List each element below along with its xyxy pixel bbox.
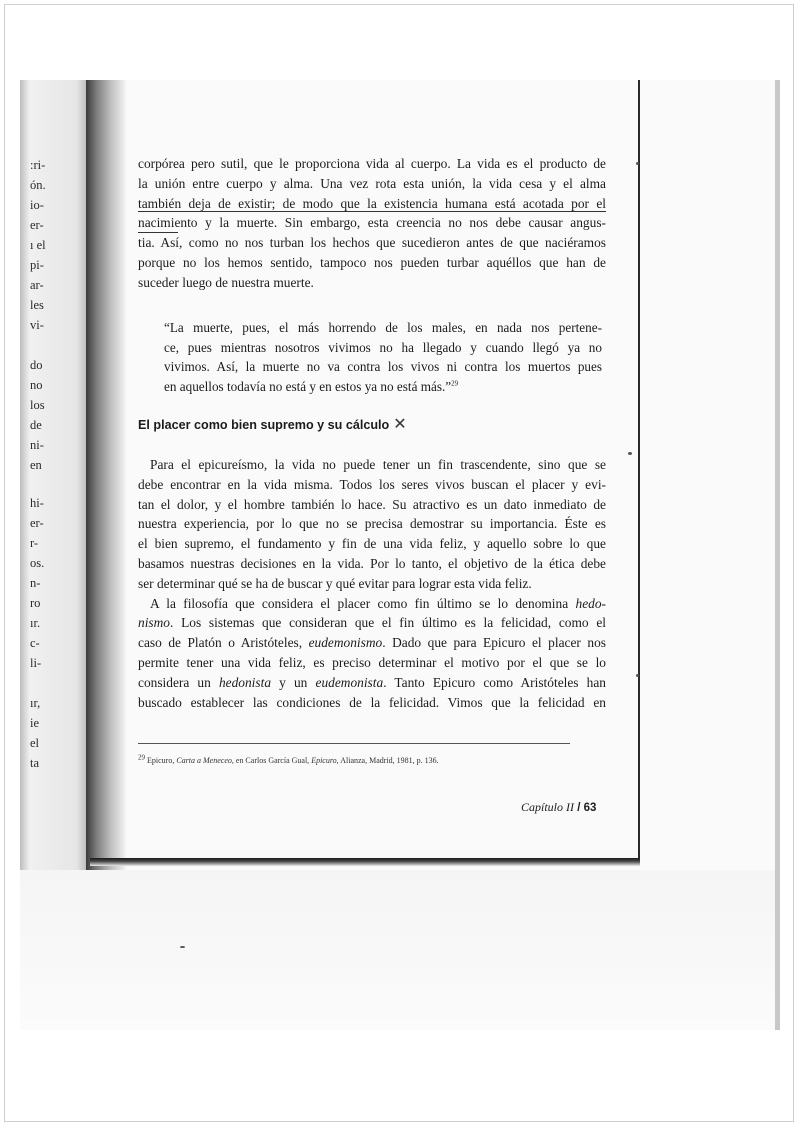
text-line: permite tener una vida feliz, es preciso determinar el motivo por el que se lo [138, 654, 606, 670]
margin-fragment: er- [30, 516, 44, 530]
margin-fragment: ır, [30, 696, 41, 710]
text-line: el bien supremo, el fundamento y fin de una vida feliz, y aquello sobre lo que [138, 536, 606, 552]
text-line [138, 633, 606, 653]
text-line: la unión entre cuerpo y alma. Una vez rota esta unión, la vida cesa y el alma [138, 175, 606, 191]
scan-right-edge [775, 80, 780, 1030]
margin-fragment: les [30, 298, 44, 312]
margin-fragment: de [30, 418, 42, 432]
margin-fragment: hi- [30, 496, 44, 510]
text-line [138, 594, 606, 614]
margin-fragment: r- [30, 536, 39, 550]
italic-term: nismo [138, 615, 170, 631]
margin-fragment: ı el [30, 238, 46, 252]
text-line: corpórea pero sutil, que le proporciona vida al cuerpo. La vida es el producto de [138, 156, 606, 171]
text-line [138, 673, 606, 693]
italic-term: hedo- [575, 595, 606, 611]
text-line: basamos nuestras decisiones en la vida. Por lo tanto, el objetivo de la ética debe [138, 555, 606, 571]
scan-speck [180, 946, 185, 948]
margin-fragment: ie [30, 716, 40, 730]
margin-fragment: ro [30, 596, 41, 610]
margin-fragment: io- [30, 198, 44, 212]
page-right-edge [638, 80, 640, 865]
margin-fragment: er- [30, 218, 44, 232]
text-line: debe encontrar en la vida misma. Todos los seres vivos buscan el placer y evi- [138, 476, 606, 492]
margin-fragment: en [30, 458, 42, 472]
text-line: Para el epicureísmo, la vida no puede tener un fin trascendente, sino que se [150, 457, 606, 472]
italic-term: hedonista [218, 674, 272, 690]
text-line: también deja de existir; de modo que la existencia humana está acotada por el [138, 195, 606, 211]
text-line [138, 613, 606, 633]
text-run: . Los sistemas que consideran que el fin último es la felicidad, como el [170, 615, 606, 631]
scan-speck [636, 674, 639, 677]
footnote-title: Carta a Meneceo [176, 756, 232, 765]
text-run: caso de Platón o Aristóteles, [138, 635, 309, 651]
folio-separator: / [574, 802, 584, 814]
margin-fragment: ón. [30, 178, 46, 192]
text-line: tia. Así, como no nos turban los hechos que sucedieron antes de que naciéramos [138, 235, 606, 251]
scan-lower-band [20, 870, 780, 1030]
margin-fragment: los [30, 398, 45, 412]
footnote-number: 29 [138, 753, 145, 762]
text-run: . Tanto Epicuro como Aristóteles han [383, 674, 606, 690]
text-line: porque no los hemos sentido, tampoco nos pueden turbar aquéllos que han de [138, 254, 606, 270]
quote-line: ce, pues mientras nosotros vivimos no ha llegado y cuando llegó ya no [164, 339, 602, 355]
text-line: ser determinar qué se ha de buscar y qué evitar para lograr esta vida feliz. [138, 575, 532, 591]
text-line: nacimiento y la muerte. Sin embargo, esta creencia no nos debe causar angus- [138, 215, 606, 231]
margin-fragment: do [30, 358, 43, 372]
page-number: 63 [583, 802, 597, 814]
text-line: tan el dolor, y el hombre también lo hace. Su atractivo es un dato inmediato de [138, 496, 606, 512]
handwritten-cross-mark: ✕ [393, 416, 407, 433]
margin-fragment: c- [30, 636, 40, 650]
page-folio [521, 800, 596, 815]
body-text-2 [138, 455, 606, 712]
pencil-underline [138, 232, 178, 233]
footnote-text: Epicuro, [145, 756, 177, 765]
footnote-text: , Alianza, Madrid, 1981, p. 136. [336, 756, 439, 765]
text-run: . Dado que para Epicuro el placer nos [382, 635, 606, 651]
footnote-rule [138, 743, 570, 744]
text-line: nuestra experiencia, por lo que no se precisa demostrar su importancia. Éste es [138, 516, 606, 532]
margin-fragment: no [30, 378, 43, 392]
italic-term: eudemonista [315, 674, 384, 690]
margin-fragment: pi- [30, 258, 44, 272]
margin-fragment: el [30, 736, 40, 750]
text-line: suceder luego de nuestra muerte. [138, 274, 314, 290]
footnote-text: , en Carlos García Gual, [231, 756, 312, 765]
margin-fragment: ta [30, 756, 40, 770]
section-heading [138, 414, 407, 434]
text-run: y un [271, 674, 316, 690]
block-quote [164, 318, 602, 396]
paragraph-1 [138, 154, 606, 293]
page-bottom-shadow [90, 858, 640, 866]
text-line: buscado establecer las condiciones de la felicidad. Vimos que la felicidad en [138, 694, 606, 710]
margin-fragment: ni- [30, 438, 44, 452]
footnote [138, 753, 439, 765]
quote-line: vivimos. Así, la muerte no va contra los vivos ni contra los muertos pues [164, 359, 602, 375]
book-gutter-shadow [86, 80, 126, 870]
italic-term: eudemonismo [308, 635, 383, 651]
footnote-reference: 29 [451, 379, 459, 388]
scan-speck [628, 452, 632, 455]
margin-fragment: os. [30, 556, 45, 570]
footnote-title: Epicuro [311, 756, 337, 765]
section-heading-text: El placer como bien supremo y su cálculo [138, 418, 390, 432]
text-run: A la filosofía que considera el placer como fin último se lo denomina [150, 595, 576, 611]
chapter-label: Capítulo II [521, 800, 574, 814]
margin-fragment: n- [30, 576, 41, 590]
margin-fragment: :ri- [30, 158, 46, 172]
margin-fragment: vi- [30, 318, 44, 332]
text-run: considera un [138, 674, 219, 690]
pencil-underline [138, 211, 606, 212]
quote-line [164, 377, 602, 397]
margin-fragment: li- [30, 656, 42, 670]
margin-fragment: ır. [30, 616, 41, 630]
margin-fragment: ar- [30, 278, 44, 292]
quote-line-text: en aquellos todavía no está y en estos ya no está más.” [164, 378, 452, 394]
quote-line: “La muerte, pues, el más horrendo de los males, en nada nos pertene- [164, 320, 602, 335]
scan-speck [636, 162, 639, 165]
